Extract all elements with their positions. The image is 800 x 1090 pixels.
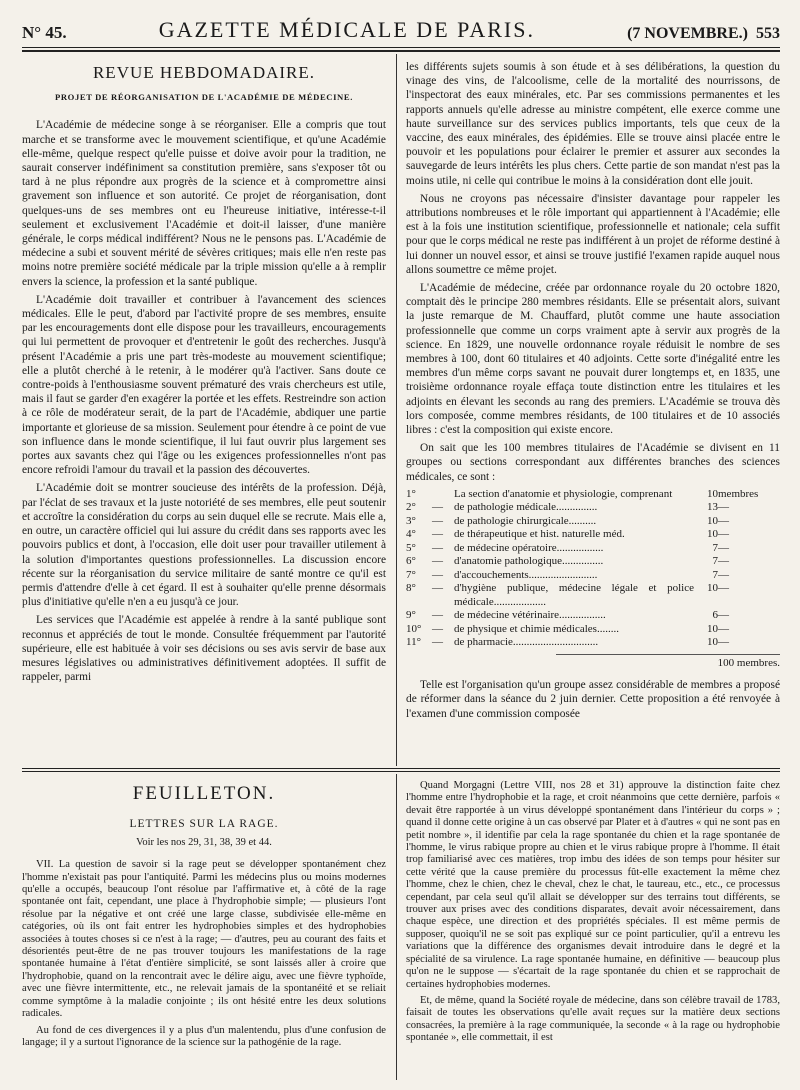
revue-right-column xyxy=(406,60,780,764)
section-row: 6° — d'anatomie pathologique............... 7 — xyxy=(406,555,729,568)
section-row: 5° — de médecine opératoire................. 7 — xyxy=(406,541,729,554)
section-row: 9° — de médecine vétérinaire................. 6 — xyxy=(406,609,729,622)
revue-paragraph: Nous ne croyons pas nécessaire d'insister davantage pour rappeler les attributions nombreuses et le rôle important qui appartiennent à l'Académie; elle est à la fois une institution scientifique, professionnelle et nationale; cela suffit pour que le corps médical ne reste pas indifférent à un projet de réforme destiné à lui donner un nouvel essor, et ainsi se trouve justifié l'examen rapide auquel nous allons soumettre ce même projet. xyxy=(406,192,780,276)
revue-paragraph: L'Académie doit se montrer soucieuse des intérêts de la profession. Déjà, par l'éclat de ses travaux et la juste notoriété de ses membres, elle peut soutenir et accroître la considération du corps au sein duquel elle se recrute. Mais elle a, en outre, un caractère officiel qui lui assure du crédit dans ses rapports avec les pouvoirs publics et dont, à l'occasion, elle doit user pour travailler utilement à la solution d'importantes questions professionnelles. La discussion encore récente sur la réorganisation du service militaire de santé montre ce qu'il est permis d'attendre d'elle à cet égard. Il est à souhaiter qu'elle prenne désormais plus d'initiative qu'elle n'en a eu jusqu'à ce jour. xyxy=(22,482,386,609)
feuilleton-paragraph: Quand Morgagni (Lettre VIII, nos 28 et 31) approuve la distinction faite chez l'homme entre l'hydrophobie et la rage, et croit néanmoins que cette dernière, parfois « devait être rapportée à un virus développé spontanément dans l'intérieur du corps » ; quand il donne cette origine à un cas observé par Plater et à d'autres « qui ne sont pas en petit nombre », il identifie par cela la rage spontanée du chien et la rage spontanée de l'homme, le virus rabique propre au chien et le virus rabique propre à l'homme. Il était trop familiarisé avec ces matières, trop imbu des idées de son temps pour hésiter sur cette vérité que la cause première du processus fût-elle exactement la même chez l'homme, chez le chien, chez le cheval, chez le chat, le taureau, etc., etc., ce processus cependant, par cela seul qu'il allait se développer sur des terrains tout différents, se trouver aux prises avec des conditions disparates, devait avoir nécessairement, dans chaque espèce, une direction et des propriétés spéciales. Il est même permis de supposer, quoiqu'il ne se soit pas expliqué sur ce point particulier, qu'il a entrevu les variations que la différence des organismes devait introduire dans le degré et la spécialité de sa virulence. La rage spontanée humaine, en définitive — beaucoup plus qu'on ne le suppose — s'écartait de la rage spontanée du chien et se rapprochait de certaines hydrophobies modernes. xyxy=(406,780,780,990)
section-row: 10° — de physique et chimie médicales........ 10 — xyxy=(406,622,729,635)
feuilleton-reference: Voir les nos 29, 31, 38, 39 et 44. xyxy=(136,836,272,848)
masthead xyxy=(22,14,780,48)
revue-paragraph: L'Académie de médecine, créée par ordonnance royale du 20 octobre 1820, comptait dès le principe 280 membres résidants. Elle se présentait alors, suivant la juste remarque de M. Chauffard, plutôt comme une haute association professionnelle que comme un corps vraiment apte à servir aux progrès de la science. En 1829, une nouvelle ordonnance royale réduisit le nombre de ses membres à 100, dont 60 titulaires et 40 adjoints. Cette sorte d'inégalité entre les membres d'un même corps savant ne pouvait durer longtemps et, en 1835, une troisième ordonnance royale effaça toute distinction entre les titulaires et les adjoints en élevant les seconds au rang des premiers. L'Académie se trouva dès lors composée, comme membres résidants, de 100 titulaires et de 10 associés libres : c'est la composition qui existe encore. xyxy=(406,282,780,437)
sections-total: 100 membres. xyxy=(556,654,780,670)
masthead-rule xyxy=(22,50,780,52)
column-divider xyxy=(396,54,397,766)
revue-title: REVUE HEBDOMADAIRE. xyxy=(92,63,316,82)
issue-number: N° 45. xyxy=(22,23,67,42)
masthead-right xyxy=(627,25,780,43)
feuilleton-left-column xyxy=(22,780,386,1080)
issue-date: (7 NOVEMBRE.) xyxy=(627,25,748,42)
section-row: 3° — de pathologie chirurgicale.......... 10 — xyxy=(406,514,729,527)
section-row: 1° La section d'anatomie et physiologie, comprenant 10 membres xyxy=(406,487,759,500)
revue-paragraph: Les services que l'Académie est appelée à rendre à la santé publique sont reconnus et appréciés de tout le monde. Consultée fréquemment par l'autorité supérieure, elle est habituée à voir ses décisions ou ses avis servir de base aux mesures législatives ou administratives définitivement adoptées. Il suffit de rappeler, parmi xyxy=(22,614,386,684)
feuilleton-right-column xyxy=(406,780,780,1080)
sections-table xyxy=(406,488,780,650)
feuilleton-column-divider xyxy=(396,774,397,1080)
revue-paragraph: L'Académie doit travailler et contribuer à l'avancement des sciences médicales. Elle le peut, d'abord par l'activité propre de ses membres, ensuite par les encouragements dont elle dispose pour les travailleurs, encouragements qui lui permettent de provoquer et d'entretenir le goût des recherches. Jusqu'à présent l'Académie a pris une part très-modeste au mouvement scientifique; elle a plutôt cherché à le retenir, à le modérer qu'à l'activer. Sans doute ce contre-poids à l'enthousiasme souvent prématuré des vrais chercheurs est utile, mais il faut se garder d'en exagérer la portée et les effets. Restreindre son action à ce rôle de modérateur serait, de la part de l'Académie, abdiquer une partie importante et glorieuse de sa mission. Seulement pour étendre à ce point de vue son influence dans le monde scientifique, il lui faut ouvrir plus largement ses portes aux savants chez qui l'âge ou les exigences professionnelles n'ont pas encore refroidi l'amour du travail et la passion des découvertes. xyxy=(22,293,386,477)
section-row: 2° — de pathologie médicale............... 13 — xyxy=(406,501,729,514)
revue-left-column xyxy=(22,60,386,764)
feuilleton-rule-top xyxy=(22,768,780,769)
revue-paragraph: On sait que les 100 membres titulaires de l'Académie se divisent en 11 groupes ou sections correspondant aux différentes branches des sciences médicales, ce sont : xyxy=(406,442,780,483)
feuilleton-title: FEUILLETON. xyxy=(132,783,276,804)
section-row: 8° — d'hygiène publique, médecine légale et police médicale................... 10 — xyxy=(406,582,729,608)
revue-paragraph: Telle est l'organisation qu'un groupe assez considérable de membres a proposé de réformer dans la séance du 2 juin dernier. Cette proposition a été renvoyée à l'examen d'une commission composée xyxy=(406,679,780,720)
revue-paragraph: L'Académie de médecine songe à se réorganiser. Elle a compris que tout marche et se transforme avec le mouvement scientifique, et qu'une Académie elle-même, quelque respect qu'elle puisse et doive avoir pour la tradition, ne saurait conserver indéfiniment sa constitution première, sans s'exposer tôt ou tard à ne plus répondre aux progrès de la science et à compromettre ainsi gravement son influence et son autorité. Ce projet de réorganisation, dont quelques-uns de ses membres ont eu l'heureuse initiative, intéresse-t-il seulement et exclusivement l'Académie et doit-il laisser, d'une manière générale, le corps médical indifférent? Nous ne le pensons pas. L'Académie de médecine a subi et souvent mérité de sévères critiques; mais elle n'en reste pas moins notre première société médicale par la triple mission qu'elle a à remplir envers la science, la profession et la santé publique. xyxy=(22,119,386,288)
journal-title: GAZETTE MÉDICALE DE PARIS. xyxy=(158,17,535,42)
page-number: 553 xyxy=(755,25,780,42)
feuilleton-rule-bottom xyxy=(22,771,780,772)
section-row: 4° — de thérapeutique et hist. naturelle méd. 10 — xyxy=(406,528,729,541)
newspaper-page xyxy=(22,14,780,1080)
section-row: 11° — de pharmacie............................... 10 — xyxy=(406,636,729,649)
revue-subtitle: PROJET DE RÉORGANISATION DE L'ACADÉMIE DE MÉDECINE. xyxy=(55,92,353,103)
section-row: 7° — d'accouchements......................... 7 — xyxy=(406,568,729,581)
revue-paragraph: les différents sujets soumis à son étude et à ses délibérations, la question du vinage des vins, de l'alcoolisme, celle de la mortalité des nourrissons, de l'inspectorat des eaux minérales, etc. Par ses commissions permanentes et les rapports annuels qu'elle adresse au ministre compétent, elle exerce comme une haute surveillance sur des services publics importants, tels que ceux de la vaccine, des eaux minérales, des épidémies. Elle se trouve ainsi placée entre le pouvoir et les populations pour éclairer le premier et assurer aux secondes la sauvegarde de leurs intérêts les plus chers. Cette partie de son mandat n'est pas la moins utile, ni celle qui contribue le moins à la considération dont elle jouit. xyxy=(406,61,780,187)
feuilleton-paragraph: VII. La question de savoir si la rage peut se développer spontanément chez l'homme n'existait pas pour l'antiquité. Parmi les médecins plus ou moins modernes qu'elle a occupés, beaucoup l'ont résolue par l'affirmative et, à côté de la rage spontanée ont fait, cependant, une place à l'hydrophobie simple; — plusieurs l'ont résolue par la négative et ont créé une large classe, subdivisée elle-même en catégories, où ils ont fait entrer les hydrophobies simples et des hydrophobies associées à toutes choses si ce n'est à la rage; — d'autres, peu au courant des faits et désorientés peut-être de ne pas trouver toujours les manifestations de la rage spontanée humaine à l'état d'entière simplicité, se sont laissés aller à croire que l'hydrophobie, quand on la rencontrait avec le délire aigu, avec une fièvre typhoïde, avec une fièvre intermittente, etc., ne relevait jamais de la spontanéité et se reliait comme symptôme à la maladie conjointe ; ils ont hésité entre les deux solutions radicales. xyxy=(22,859,386,1020)
feuilleton-paragraph: Et, de même, quand la Société royale de médecine, dans son célèbre travail de 1783, faisait de toutes les observations qu'elle avait reçues sur la matière deux sections consacrées, la première à la rage communiquée, la seconde « à la rage ou hydrophobie spontanée », elle commettait, il est xyxy=(406,994,780,1044)
feuilleton-paragraph: Au fond de ces divergences il y a plus d'un malentendu, plus d'une confusion de langage; il y a surtout l'ignorance de la science sur la pathogénie de la rage. xyxy=(22,1024,386,1048)
feuilleton-heading: LETTRES SUR LA RAGE. xyxy=(129,818,279,831)
